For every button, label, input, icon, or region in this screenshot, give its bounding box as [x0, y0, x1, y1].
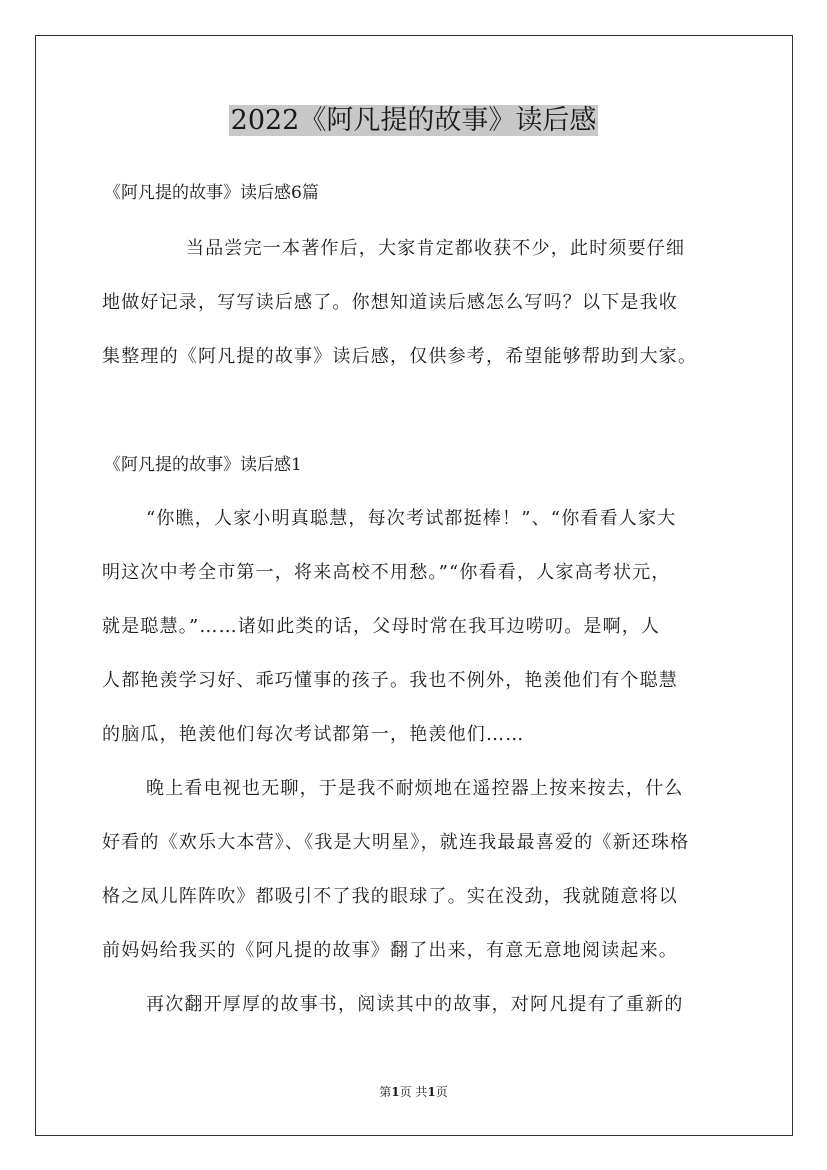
footer-page-number: 1 [391, 1085, 400, 1099]
text-line: 明这次中考全市第一，将来高校不用愁。”“你看看，人家高考状元， [102, 562, 671, 583]
text-line: 集整理的《阿凡提的故事》读后感，仅供参考，希望能够帮助到大家。 [102, 346, 698, 367]
footer-page-prefix: 第 [379, 1085, 392, 1099]
text-line: 好看的《欢乐大本营》、《我是大明星》，就连我最最喜爱的《新还珠格 [102, 832, 690, 853]
text-line: 格之凤儿阵阵吹》都吸引不了我的眼球了。实在没劲，我就随意将以 [102, 886, 678, 907]
intro-paragraph [102, 222, 727, 384]
text-line: 地做好记录，写写读后感了。你想知道读后感怎么写吗？以下是我收 [102, 292, 678, 313]
text-line: 就是聪慧。”……诸如此类的话，父母时常在我耳边唠叨。是啊，人 [102, 616, 661, 637]
footer-page-suffix: 页 [435, 1085, 448, 1099]
text-line: 再次翻开厚厚的故事书，阅读其中的故事，对阿凡提有了重新的 [146, 994, 684, 1015]
text-line: 当品尝完一本著作后，大家肯定都收获不少，此时须要仔细 [186, 238, 686, 259]
document-title [0, 102, 827, 140]
text-line: “你瞧，人家小明真聪慧，每次考试都挺棒！”、“你看看人家大 [146, 508, 677, 529]
page-footer [0, 1082, 827, 1102]
footer-total-pages: 1 [427, 1085, 436, 1099]
text-line: 晚上看电视也无聊，于是我不耐烦地在遥控器上按来按去，什么 [146, 778, 684, 799]
body-paragraph-2 [102, 762, 727, 978]
section-heading: 《阿凡提的故事》读后感1 [104, 455, 302, 475]
text-line: 人都艳羡学习好、乖巧懂事的孩子。我也不例外，艳羡他们有个聪慧 [102, 670, 678, 691]
text-line: 前妈妈给我买的《阿凡提的故事》翻了出来，有意无意地阅读起来。 [102, 940, 678, 961]
text-line: 的脑瓜，艳羡他们每次考试都第一，艳羡他们…… [102, 724, 525, 745]
document-subtitle: 《阿凡提的故事》读后感6篇 [104, 183, 319, 203]
footer-page-mid: 页 共 [399, 1085, 428, 1099]
body-paragraph-1 [102, 492, 727, 762]
body-paragraph-3 [102, 978, 727, 1032]
document-title-text: 2022《阿凡提的故事》读后感 [230, 105, 597, 136]
